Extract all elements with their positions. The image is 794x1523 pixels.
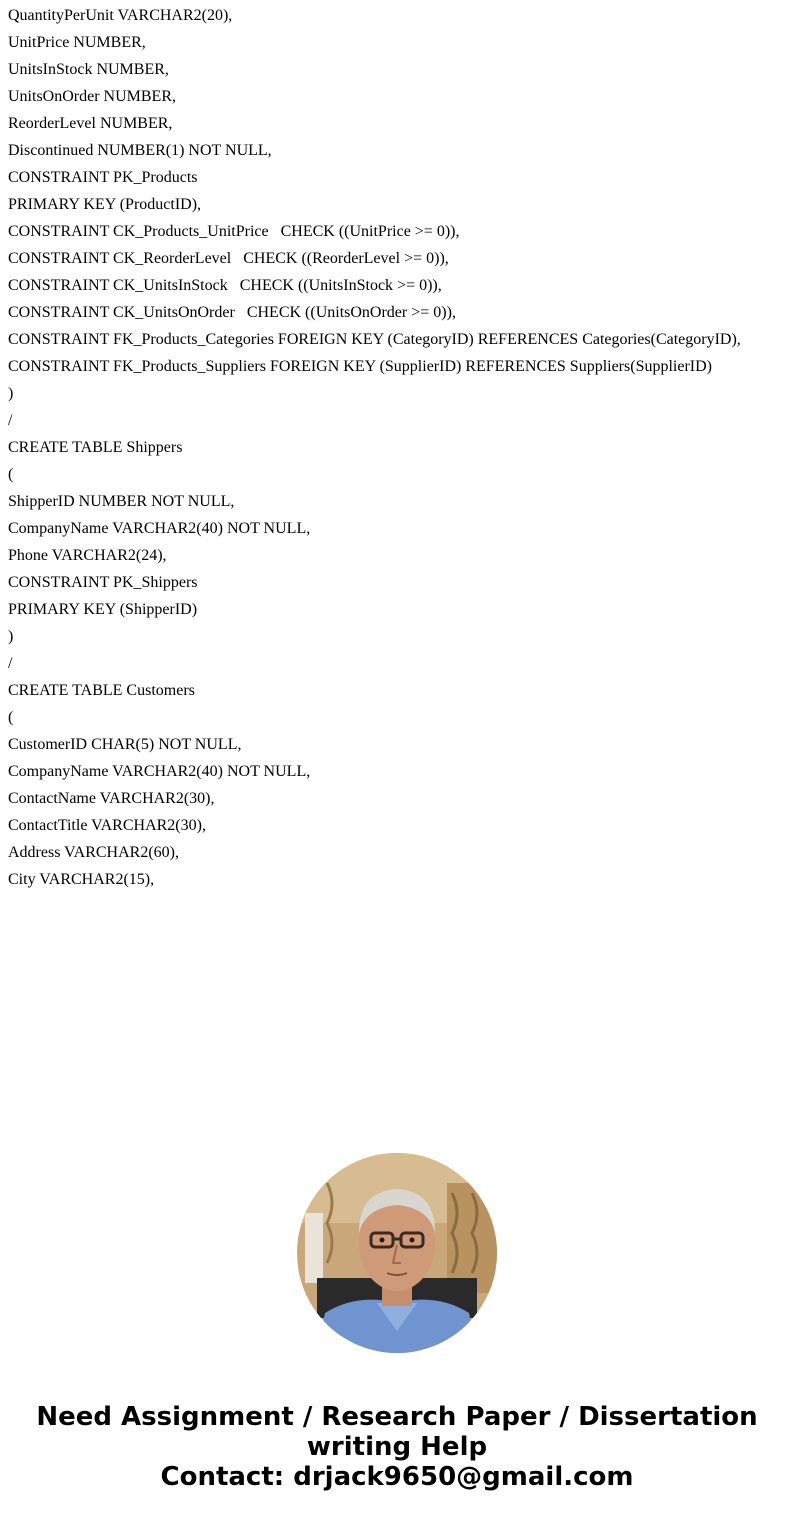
code-line: ContactTitle VARCHAR2(30), [8,817,206,834]
code-line: Phone VARCHAR2(24), [8,547,167,564]
code-line: ReorderLevel NUMBER, [8,115,173,132]
code-line: / [8,412,13,429]
author-portrait-image [297,1153,497,1353]
code-line: CONSTRAINT PK_Products [8,169,198,186]
code-line: ShipperID NUMBER NOT NULL, [8,493,235,510]
code-line: City VARCHAR2(15), [8,871,155,888]
code-line: ( [8,709,14,726]
code-line: CONSTRAINT CK_Products_UnitPrice CHECK ((UnitPrice >= 0)), [8,223,460,240]
code-line: UnitsOnOrder NUMBER, [8,88,176,105]
code-line: CONSTRAINT CK_ReorderLevel CHECK ((ReorderLevel >= 0)), [8,250,449,267]
code-line: CONSTRAINT PK_Shippers [8,574,198,591]
contact-banner [0,1402,794,1492]
code-line: CompanyName VARCHAR2(40) NOT NULL, [8,763,311,780]
code-line: Discontinued NUMBER(1) NOT NULL, [8,142,272,159]
code-line: / [8,655,13,672]
code-line: UnitsInStock NUMBER, [8,61,169,78]
code-line: PRIMARY KEY (ShipperID) [8,601,198,618]
code-line: ( [8,466,14,483]
code-line: PRIMARY KEY (ProductID), [8,196,202,213]
code-line: CONSTRAINT FK_Products_Categories FOREIGN KEY (CategoryID) REFERENCES Categories(CategoryID), [8,331,741,348]
code-line: ) [8,628,14,645]
code-line: QuantityPerUnit VARCHAR2(20), [8,7,233,24]
author-avatar [297,1153,497,1353]
code-line: CONSTRAINT FK_Products_Suppliers FOREIGN KEY (SupplierID) REFERENCES Suppliers(SupplierID) [8,358,712,375]
code-line: CREATE TABLE Shippers [8,439,183,456]
code-line: UnitPrice NUMBER, [8,34,146,51]
code-line: CREATE TABLE Customers [8,682,195,699]
sql-code-block [8,0,788,898]
contact-email: Contact: drjack9650@gmail.com [160,1462,634,1492]
code-line: CustomerID CHAR(5) NOT NULL, [8,736,242,753]
banner-line-2: writing Help [306,1432,488,1462]
code-line: CONSTRAINT CK_UnitsInStock CHECK ((UnitsInStock >= 0)), [8,277,442,294]
banner-line-1: Need Assignment / Research Paper / Dissertation [36,1402,758,1432]
code-line: Address VARCHAR2(60), [8,844,179,861]
code-line: CompanyName VARCHAR2(40) NOT NULL, [8,520,311,537]
code-line: ) [8,385,14,402]
code-line: ContactName VARCHAR2(30), [8,790,215,807]
code-line: CONSTRAINT CK_UnitsOnOrder CHECK ((UnitsOnOrder >= 0)), [8,304,456,321]
